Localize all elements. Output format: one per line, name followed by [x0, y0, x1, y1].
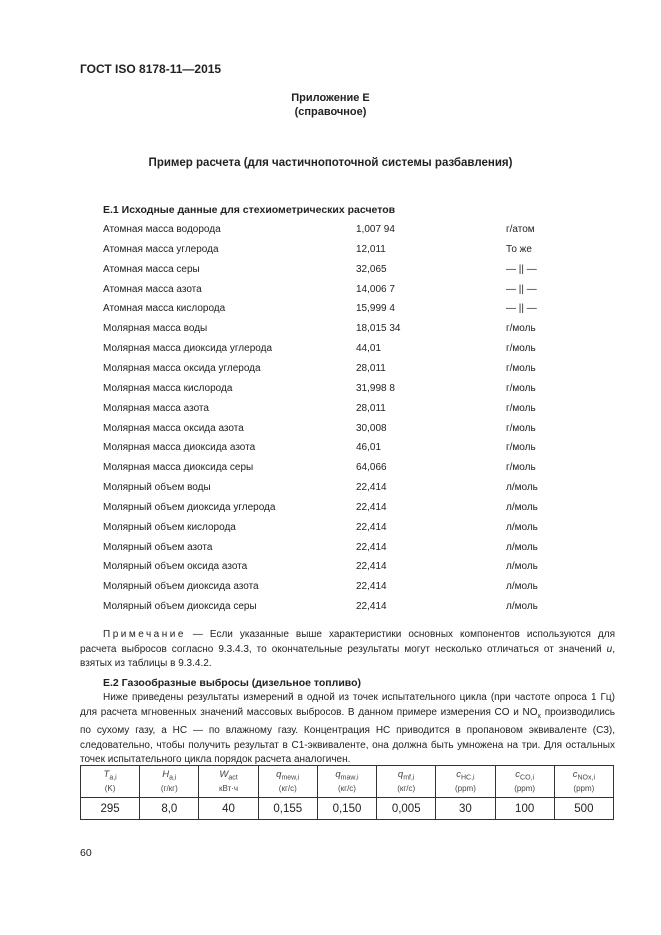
- item-unit: л/моль: [506, 581, 538, 593]
- table-cell: 500: [554, 798, 613, 820]
- item-name: Атомная масса водорода: [103, 224, 221, 235]
- list-item: [103, 522, 623, 536]
- item-name: Молярный объем азота: [103, 541, 213, 553]
- item-value: 22,414: [356, 482, 387, 494]
- item-name: Молярная масса диоксида серы: [103, 462, 254, 474]
- item-name: Атомная масса кислорода: [103, 303, 226, 315]
- header-subscript: HC,i: [460, 774, 475, 782]
- table-header-row: [81, 766, 614, 798]
- header-subscript: act: [228, 774, 238, 782]
- item-value: 1,007 94: [356, 224, 395, 235]
- item-unit: л/моль: [506, 601, 538, 613]
- appendix-title: Приложение Е: [291, 92, 370, 104]
- appendix-heading: [0, 91, 661, 119]
- item-unit: г/моль: [506, 422, 536, 434]
- header-symbol: W: [219, 768, 229, 780]
- list-item: [103, 323, 623, 337]
- table-cell: 295: [81, 798, 140, 820]
- column-header: [377, 766, 436, 798]
- column-header: [81, 766, 140, 798]
- header-unit: (ppm): [454, 784, 476, 794]
- note-var: u: [606, 643, 613, 655]
- item-name: Молярный объем кислорода: [103, 521, 236, 533]
- table-cell: 8,0: [140, 798, 199, 820]
- p1-sub: x: [537, 712, 542, 720]
- header-symbol: c: [572, 768, 578, 780]
- item-value: 22,414: [356, 561, 387, 573]
- header-unit: (ppm): [514, 784, 536, 794]
- header-subscript: a,i: [169, 774, 177, 782]
- list-item: [103, 462, 623, 476]
- item-unit: г/моль: [506, 462, 536, 474]
- appendix-subtitle: (справочное): [294, 106, 367, 118]
- item-value: 28,011: [356, 362, 386, 374]
- item-unit: г/моль: [506, 323, 536, 335]
- list-item: [103, 581, 623, 595]
- header-subscript: a,i: [109, 774, 117, 782]
- item-unit: л/моль: [506, 501, 538, 513]
- column-header: [554, 766, 613, 798]
- item-unit: То же: [506, 243, 532, 255]
- list-item: [103, 224, 623, 238]
- item-name: Молярный объем диоксида серы: [103, 601, 257, 613]
- page-number: 60: [80, 847, 92, 859]
- column-header: [317, 766, 376, 798]
- item-value: 32,065: [356, 263, 387, 275]
- item-name: Молярная масса воды: [103, 323, 208, 335]
- list-item: [103, 284, 623, 298]
- item-unit: г/атом: [506, 224, 535, 235]
- list-item: [103, 542, 623, 556]
- item-unit: г/моль: [506, 382, 536, 394]
- item-value: 46,01: [356, 442, 382, 454]
- item-value: 22,414: [356, 521, 387, 533]
- list-item: [103, 264, 623, 278]
- item-name: Атомная масса серы: [103, 263, 200, 275]
- item-name: Атомная масса азота: [103, 283, 202, 295]
- table-cell: 0,005: [377, 798, 436, 820]
- item-value: 18,015 34: [356, 323, 401, 335]
- list-item: [103, 502, 623, 516]
- item-unit: г/моль: [506, 402, 536, 414]
- list-item: [103, 601, 623, 615]
- note-label: Примечание: [103, 629, 186, 640]
- header-unit: (кг/с): [278, 784, 297, 794]
- page-title: Пример расчета (для частичнопоточной системы разбавления): [148, 157, 513, 169]
- item-name: Молярная масса диоксида углерода: [103, 343, 273, 355]
- document-header: ГОСТ ISO 8178-11—2015: [80, 62, 222, 76]
- header-symbol: c: [515, 768, 521, 780]
- item-name: Молярная масса оксида углерода: [103, 362, 261, 374]
- list-item: [103, 303, 623, 317]
- header-symbol: T: [103, 768, 110, 780]
- item-unit: л/моль: [506, 541, 538, 553]
- item-unit: л/моль: [506, 561, 538, 573]
- section-e1-heading: Е.1 Исходные данные для стехиометрических расчетов: [103, 204, 396, 216]
- item-unit: — || —: [506, 283, 537, 295]
- table-cell: 100: [495, 798, 554, 820]
- item-name: Молярная масса кислорода: [103, 382, 233, 394]
- item-value: 22,414: [356, 581, 387, 593]
- table-cell: 0,155: [258, 798, 317, 820]
- list-item: [103, 442, 623, 456]
- item-value: 15,999 4: [356, 303, 395, 315]
- header-symbol: c: [456, 768, 461, 780]
- column-header: [495, 766, 554, 798]
- note-text: — Если указанные выше характеристики основных компонентов используются для расчета выбросов согласно 9.3.4.3, то окончательные результаты могут несколько отличаться от значений: [80, 629, 615, 655]
- item-name: Молярная масса азота: [103, 402, 209, 414]
- header-unit: (кг/с): [338, 784, 356, 794]
- table-cell: 30: [436, 798, 495, 820]
- table-cell: 40: [199, 798, 258, 820]
- item-name: Молярный объем оксида азота: [103, 561, 248, 573]
- item-name: Молярная масса диоксида азота: [103, 442, 256, 454]
- header-unit: (кг/с): [397, 784, 416, 794]
- item-unit: — || —: [506, 303, 537, 315]
- header-subscript: NOx,i: [577, 774, 595, 782]
- item-value: 44,01: [356, 343, 382, 355]
- item-unit: — || —: [506, 263, 537, 275]
- header-unit: (K): [104, 784, 116, 794]
- item-unit: г/моль: [506, 343, 536, 355]
- column-header: [436, 766, 495, 798]
- p2: производились по сухому газу, а HC — по влажному газу. Концентрация HC приводится в пропановом эквиваленте (C3), следовательно, чтобы получить результат в C1-эквиваленте, она должна быть умножена на три. Для остальных точек испытательного цикла порядок расчета аналогичен.: [80, 706, 616, 765]
- section-e2-paragraph: [80, 691, 615, 768]
- header-subscript: maw,i: [340, 774, 359, 782]
- item-unit: л/моль: [506, 482, 538, 494]
- item-name: Атомная масса углерода: [103, 243, 219, 255]
- note: [80, 628, 615, 672]
- header-unit: кВт·ч: [219, 784, 239, 794]
- item-name: Молярная масса оксида азота: [103, 422, 244, 434]
- column-header: [140, 766, 199, 798]
- list-item: [103, 363, 623, 377]
- note-tail: , взятых из таблицы в 9.3.4.2.: [80, 643, 615, 669]
- item-value: 22,414: [356, 501, 387, 513]
- table-cell: 0,150: [317, 798, 376, 820]
- header-subscript: CO,i: [520, 774, 535, 782]
- list-item: [103, 383, 623, 397]
- item-unit: г/моль: [506, 362, 536, 374]
- item-value: 28,011: [356, 402, 386, 414]
- column-header: [258, 766, 317, 798]
- header-symbol: q: [335, 768, 341, 780]
- header-unit: (ppm): [573, 784, 595, 794]
- item-value: 12,011: [356, 243, 386, 255]
- section-e2-heading: Е.2 Газообразные выбросы (дизельное топливо): [103, 677, 362, 689]
- header-symbol: q: [397, 768, 404, 780]
- measurements-table: [80, 765, 614, 820]
- item-value: 14,006 7: [356, 283, 395, 295]
- list-item: [103, 343, 623, 357]
- item-unit: г/моль: [506, 442, 536, 454]
- item-unit: л/моль: [506, 521, 538, 533]
- header-subscript: mew,i: [281, 774, 300, 782]
- p1: Ниже приведены результаты измерений в одной из точек испытательного цикла (при частоте опроса 1 Гц) для расчета мгновенных значений массовых выбросов. В данном примере измерения CO и NO: [80, 692, 615, 718]
- item-value: 64,066: [356, 462, 387, 474]
- header-symbol: H: [162, 768, 170, 780]
- column-header: [199, 766, 258, 798]
- item-value: 22,414: [356, 541, 387, 553]
- header-subscript: mf,i: [403, 774, 415, 782]
- list-item: [103, 561, 623, 575]
- header-symbol: q: [276, 768, 282, 780]
- list-item: [103, 482, 623, 496]
- list-item: [103, 244, 623, 258]
- item-name: Молярный объем диоксида азота: [103, 581, 259, 593]
- item-value: 30,008: [356, 422, 387, 434]
- list-item: [103, 403, 623, 417]
- item-value: 31,998 8: [356, 382, 395, 394]
- list-item: [103, 423, 623, 437]
- item-name: Молярный объем воды: [103, 482, 211, 494]
- item-value: 22,414: [356, 601, 387, 613]
- item-name: Молярный объем диоксида углерода: [103, 501, 276, 513]
- table-row: [81, 798, 614, 820]
- header-unit: (г/кг): [160, 784, 178, 794]
